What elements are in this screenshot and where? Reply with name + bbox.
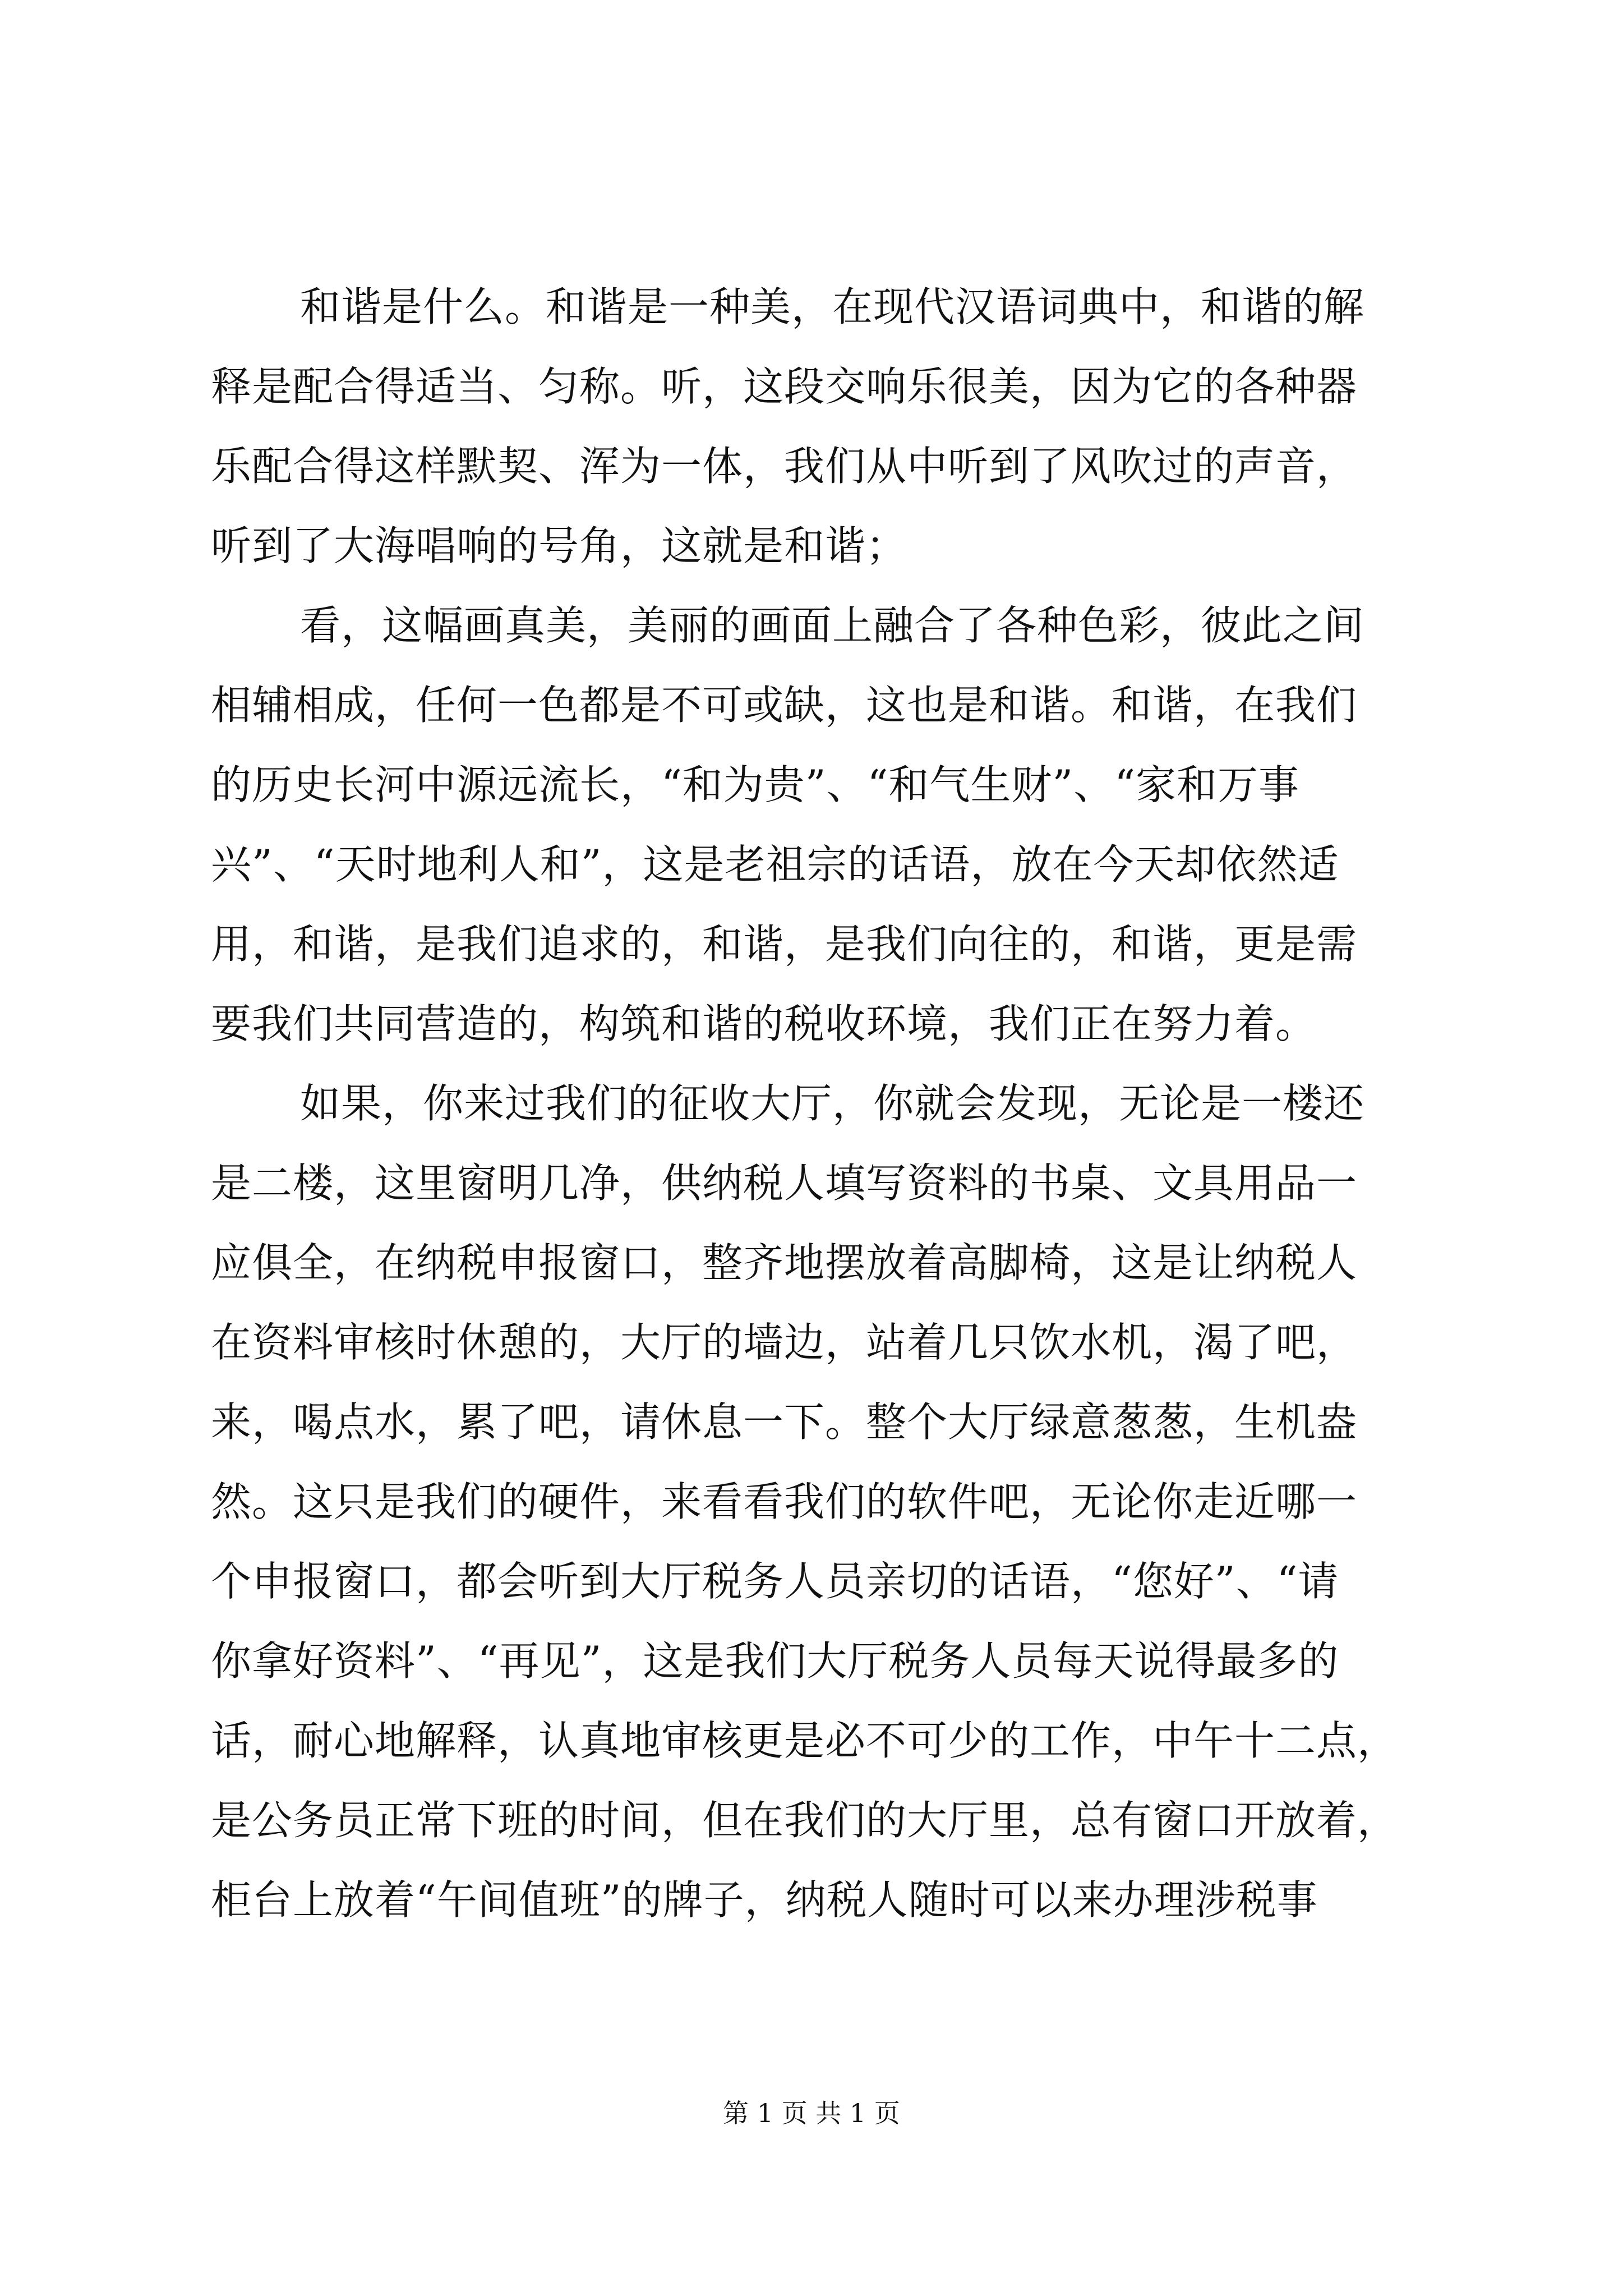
text-line: 话，耐心地解释，认真地审核更是必不可少的工作，中午十二点， <box>211 1717 1399 1764</box>
text-line: 在资料审核时休憩的，大厅的墙边，站着几只饮水机，渴了吧， <box>211 1319 1358 1366</box>
text-line: 乐配合得这样默契、浑为一体，我们从中听到了风吹过的声音， <box>211 443 1358 490</box>
page-footer: 第 1 页 共 1 页 <box>723 2098 900 2128</box>
text-line: 是二楼，这里窗明几净，供纳税人填写资料的书桌、文具用品一 <box>211 1159 1358 1207</box>
text-line: 来，喝点水，累了吧，请休息一下。整个大厅绿意葱葱，生机盎 <box>211 1398 1358 1446</box>
text-line: 相辅相成，任何一色都是不可或缺，这也是和谐。和谐，在我们 <box>211 682 1358 729</box>
text-line: 和谐是什么。和谐是一种美，在现代汉语词典中，和谐的解 <box>300 283 1365 330</box>
text-line: 如果，你来过我们的征收大厅，你就会发现，无论是一楼还 <box>300 1080 1365 1127</box>
text-line: 看，这幅画真美，美丽的画面上融合了各种色彩，彼此之间 <box>300 602 1365 649</box>
text-line: 是公务员正常下班的时间，但在我们的大厅里，总有窗口开放着， <box>211 1797 1399 1844</box>
text-line: 听到了大海唱响的号角，这就是和谐； <box>211 522 907 569</box>
text-line: 释是配合得适当、匀称。听，这段交响乐很美，因为它的各种器 <box>211 363 1358 410</box>
text-line: 柜台上放着“午间值班”的牌子，纳税人随时可以来办理涉税事 <box>211 1876 1318 1924</box>
text-line: 你拿好资料”、“再见”，这是我们大厅税务人员每天说得最多的 <box>211 1637 1339 1685</box>
text-line: 用，和谐，是我们追求的，和谐，是我们向往的，和谐，更是需 <box>211 921 1358 968</box>
text-line: 的历史长河中源远流长，“和为贵”、“和气生财”、“家和万事 <box>211 761 1300 808</box>
text-line: 个申报窗口，都会听到大厅税务人员亲切的话语，“您好”、“请 <box>211 1558 1339 1605</box>
text-line: 兴”、“天时地利人和”，这是老祖宗的话语，放在今天却依然适 <box>211 841 1339 888</box>
text-line: 应俱全，在纳税申报窗口，整齐地摆放着高脚椅，这是让纳税人 <box>211 1239 1358 1286</box>
text-line: 要我们共同营造的，构筑和谐的税收环境，我们正在努力着。 <box>211 1000 1317 1047</box>
text-line: 然。这只是我们的硬件，来看看我们的软件吧，无论你走近哪一 <box>211 1478 1358 1525</box>
